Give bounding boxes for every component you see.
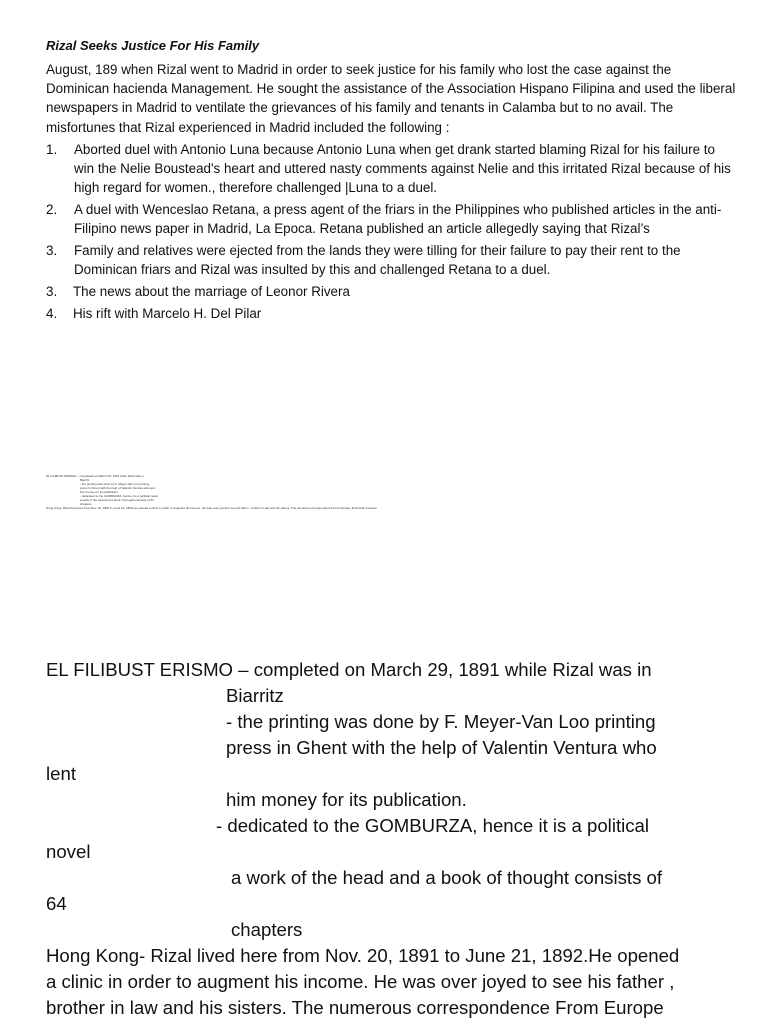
big-line: 64 [46, 893, 67, 914]
tiny-line: a work of the head and a book of thought consists of 64 [80, 498, 154, 502]
list-text: The news about the marriage of Leonor Rivera [73, 284, 350, 299]
tiny-line: him money for its publication. [80, 490, 119, 494]
big-line: novel [46, 841, 91, 862]
tiny-line: press in Ghent with the help of Valentin Ventura who lent [80, 486, 156, 490]
tiny-line: Biarritz [80, 478, 90, 482]
list-number: 4. [46, 306, 58, 321]
filibusterismo-block [46, 657, 746, 1021]
big-line: a work of the head and a book of thought consists of [231, 867, 663, 888]
list-number: 1. [46, 142, 58, 157]
tiny-line: Hong Kong- Rizal lived here from Nov. 20, 1891 to June 21, 1892.He opened a clinic in order to augment his income. He was over joyed to see his father , brother in law and his sisters. The numerous correspondence From Europe that Rizal received [46, 506, 377, 510]
tiny-line: - dedicated to the GOMBURZA, hence it is a political novel [80, 494, 158, 498]
big-line: Hong Kong- Rizal lived here from Nov. 20, 1891 to June 21, 1892.He opened [46, 945, 680, 966]
list-text: His rift with Marcelo H. Del Pilar [73, 306, 262, 321]
tiny-text-block [46, 474, 446, 510]
misfortunes-list [46, 140, 736, 326]
big-line: brother in law and his sisters. The numerous correspondence From Europe [46, 997, 664, 1018]
big-line: chapters [231, 919, 303, 940]
list-item [46, 241, 736, 279]
list-item [46, 140, 736, 197]
tiny-line: EL FILIBUST ERISMO – completed on March 29, 1891 while Rizal was in [46, 474, 144, 478]
intro-paragraph: August, 189 when Rizal went to Madrid in order to seek justice for his family who lost the case against the Dominican hacienda Management. He sought the assistance of the Association Hispano Filipina and used the liberal newspapers in Madrid to ventilate the grievances of his family and tenants in Calamba but to no avail. The misfortunes that Rizal experienced in Madrid included the following : [46, 62, 736, 135]
list-number: 3. [46, 243, 58, 258]
big-line: EL FILIBUST ERISMO – completed on March 29, 1891 while Rizal was in [46, 659, 652, 680]
big-line: press in Ghent with the help of Valentin Ventura who [226, 737, 657, 758]
big-line: - the printing was done by F. Meyer-Van Loo printing [226, 711, 656, 732]
list-text: A duel with Wenceslao Retana, a press agent of the friars in the Philippines who published articles in the anti-Filipino news paper in Madrid, La Epoca. Retana published an article allegedly saying that Rizal’s [74, 202, 722, 236]
list-item [46, 282, 736, 301]
list-item [46, 200, 736, 238]
tiny-line: - the printing was done by F. Meyer-Van Loo printing [80, 482, 150, 486]
big-line: a clinic in order to augment his income. He was over joyed to see his father , [46, 971, 675, 992]
list-text: Family and relatives were ejected from the lands they were tilling for their failure to pay their rent to the Dominican friars and Rizal was insulted by this and challenged Retana to a duel. [74, 243, 681, 277]
big-line: - dedicated to the GOMBURZA, hence it is a political [216, 815, 650, 836]
list-number: 3. [46, 284, 58, 299]
big-line: him money for its publication. [226, 789, 467, 810]
section-title: Rizal Seeks Justice For His Family [46, 38, 260, 53]
big-line: Biarritz [226, 685, 284, 706]
tiny-line: chapters [80, 502, 92, 506]
list-item [46, 304, 736, 323]
list-text: Aborted duel with Antonio Luna because Antonio Luna when get drank started blaming Rizal for his failure to win the Nelie Boustead's heart and uttered nasty comments against Nelie and this irritated Rizal because of his high regard for women., therefore challenged |Luna to a duel. [74, 142, 731, 195]
big-line: lent [46, 763, 76, 784]
list-number: 2. [46, 202, 58, 217]
